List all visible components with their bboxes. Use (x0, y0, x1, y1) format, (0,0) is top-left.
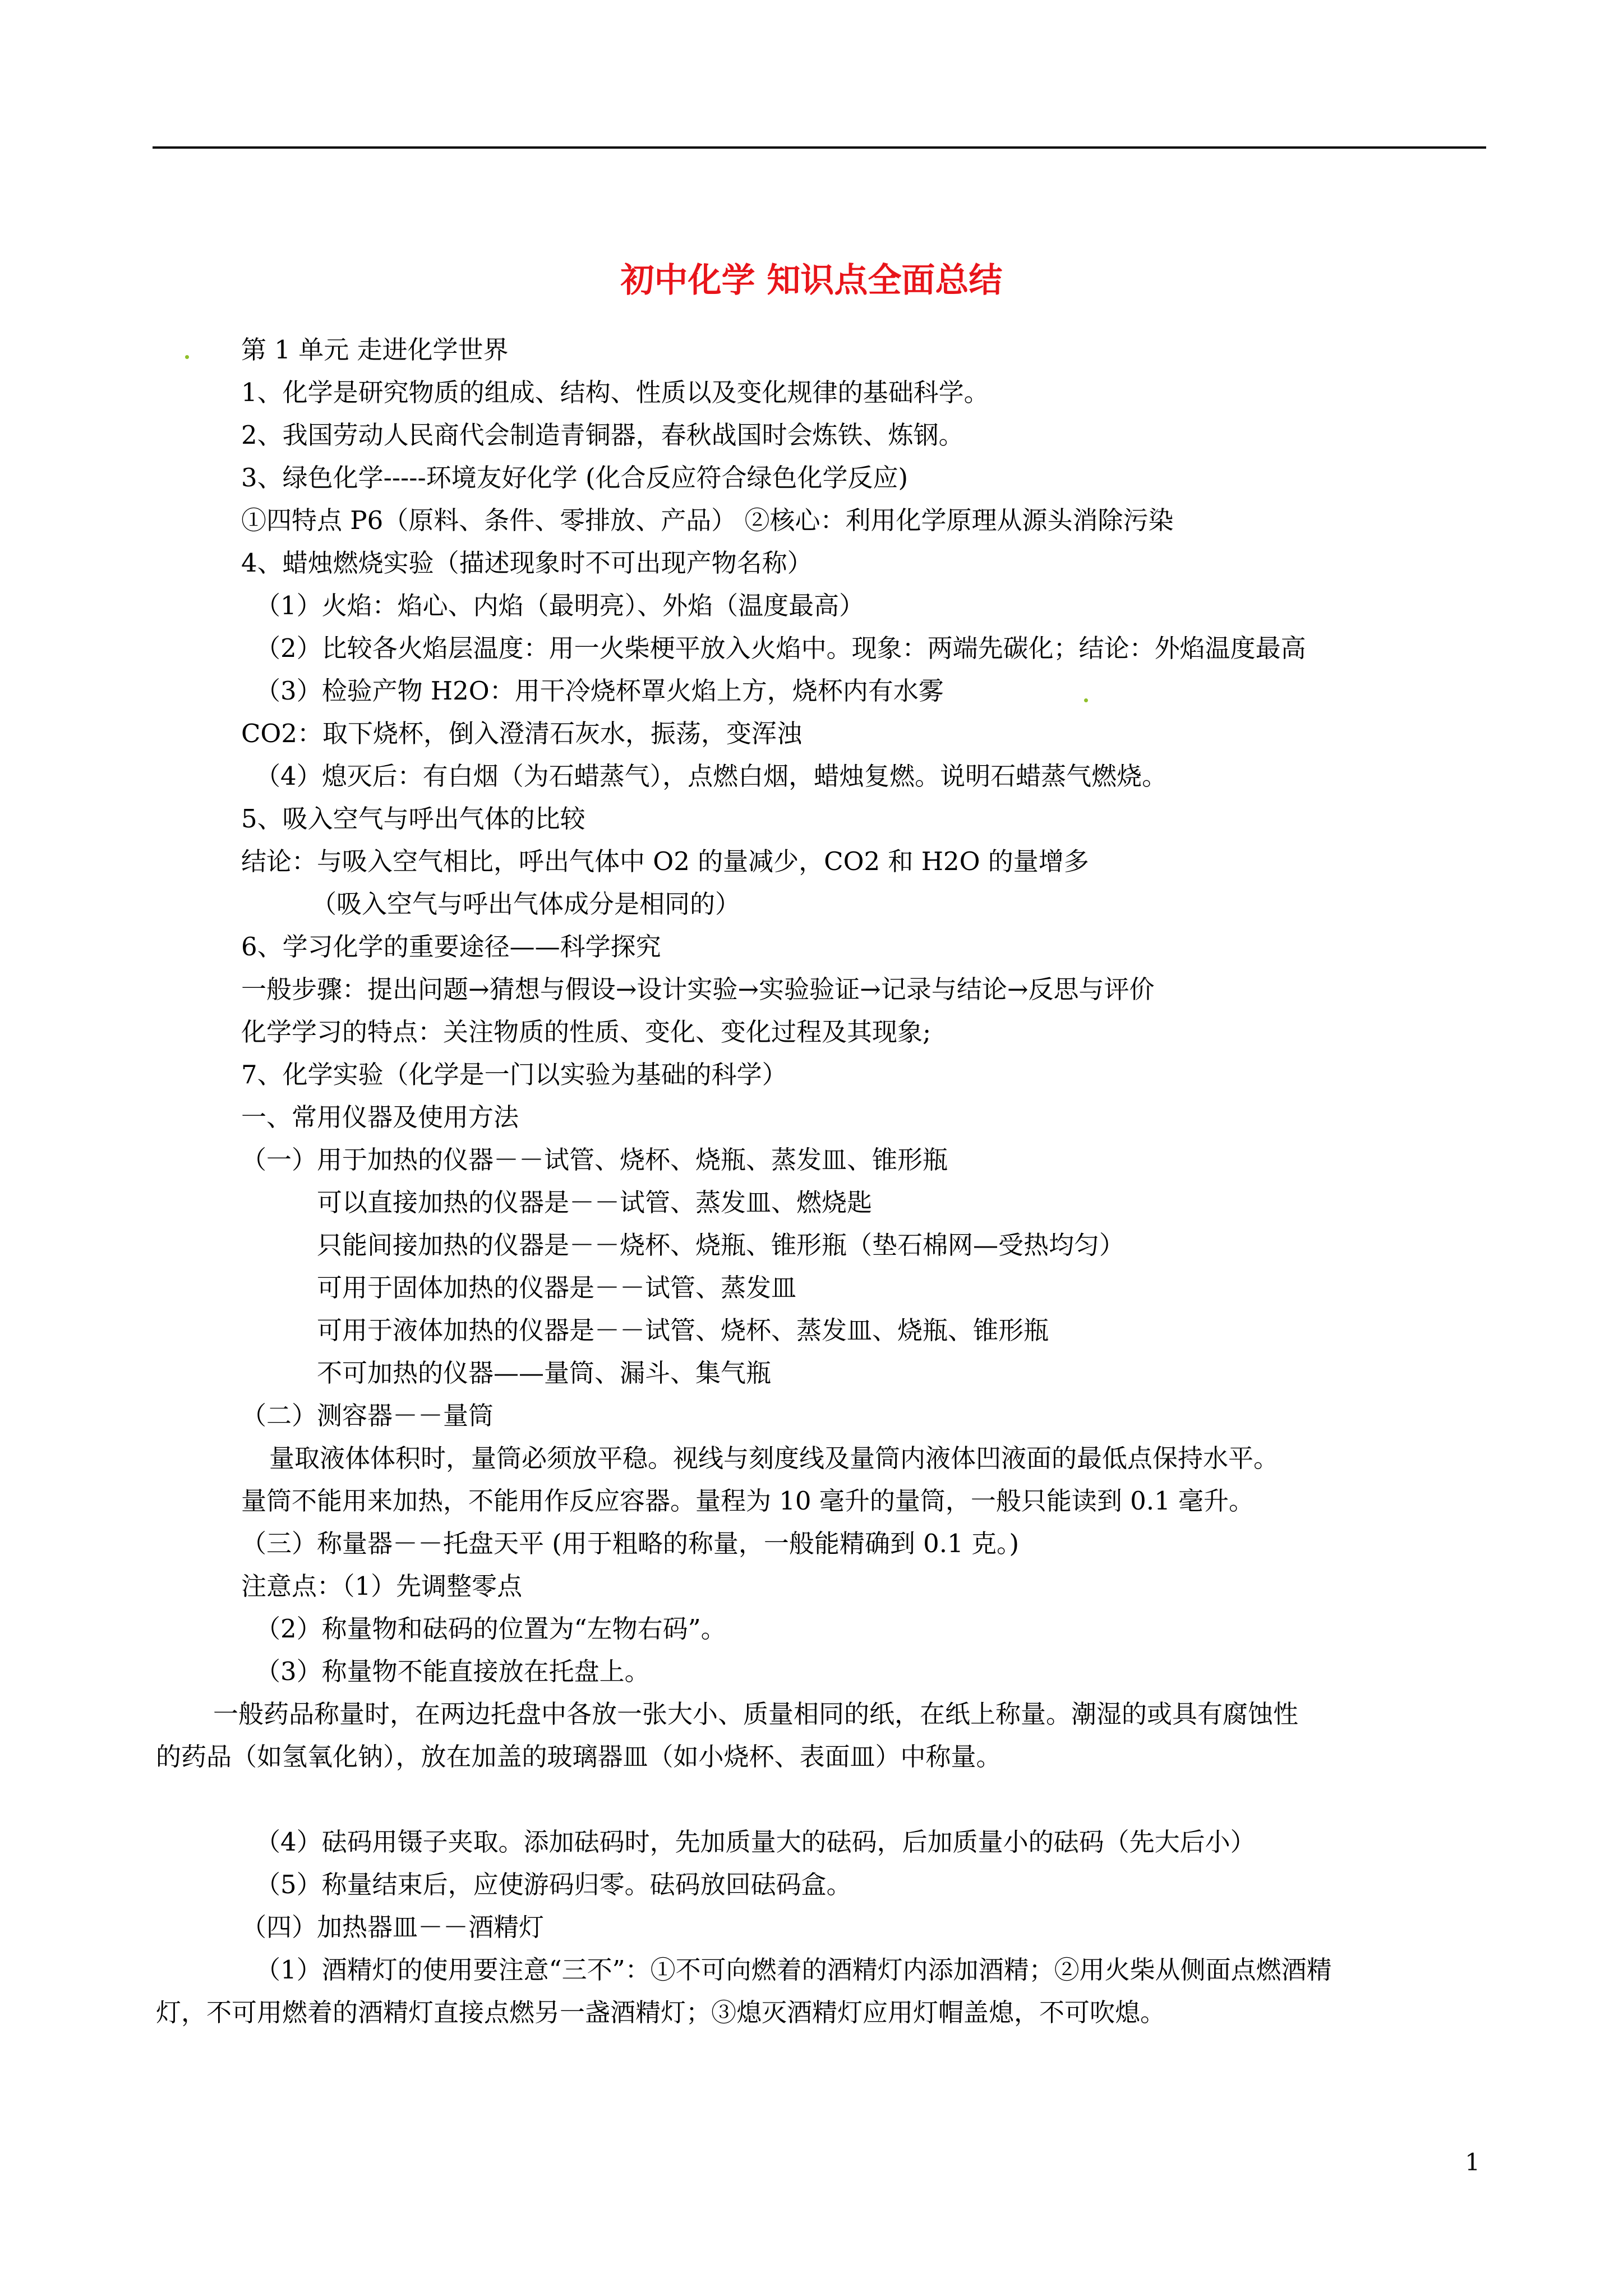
text-line: 不可加热的仪器——量筒、漏斗、集气瓶 (317, 1358, 772, 1388)
text-line: 只能间接加热的仪器是－－烧杯、烧瓶、锥形瓶（垫石棉网—受热均匀） (317, 1230, 1125, 1260)
text-line: 可用于液体加热的仪器是－－试管、烧杯、蒸发皿、烧瓶、锥形瓶 (317, 1315, 1049, 1345)
text-line: （吸入空气与呼出气体成分是相同的） (311, 889, 741, 919)
text-line: 灯，不可用燃着的酒精灯直接点燃另一盏酒精灯；③熄灭酒精灯应用灯帽盖熄，不可吹熄。 (156, 1998, 1166, 2027)
text-line: 4、蜡烛燃烧实验（描述现象时不可出现产物名称） (241, 548, 813, 578)
text-line: 量筒不能用来加热，不能用作反应容器。量程为 10 毫升的量筒，一般只能读到 0.1 毫升。 (241, 1486, 1255, 1516)
text-line: （二）测容器－－量筒 (241, 1401, 494, 1430)
text-line: 结论：与吸入空气相比，呼出气体中 O2 的量减少，CO2 和 H2O 的量增多 (241, 846, 1089, 876)
text-line: （5）称量结束后，应使游码归零。砝码放回砝码盒。 (255, 1870, 852, 1899)
text-line: （4）砝码用镊子夹取。添加砝码时，先加质量大的砝码，后加质量小的砝码（先大后小） (255, 1827, 1256, 1857)
text-line: 量取液体体积时，量筒必须放平稳。视线与刻度线及量筒内液体凹液面的最低点保持水平。 (269, 1443, 1279, 1473)
text-line: 3、绿色化学-----环境友好化学 (化合反应符合绿色化学反应) (241, 463, 909, 493)
text-line: （1）酒精灯的使用要注意“三不”：①不可向燃着的酒精灯内添加酒精；②用火柴从侧面点燃酒精 (255, 1955, 1332, 1985)
text-line: （一）用于加热的仪器－－试管、烧杯、烧瓶、蒸发皿、锥形瓶 (241, 1145, 948, 1175)
text-line: （4）熄灭后：有白烟（为石蜡蒸气），点燃白烟，蜡烛复燃。说明石蜡蒸气燃烧。 (255, 761, 1168, 791)
page-number: 1 (1465, 2148, 1480, 2176)
text-line: ①四特点 P6（原料、条件、零排放、产品） ②核心：利用化学原理从源头消除污染 (241, 505, 1174, 535)
text-line: 可以直接加热的仪器是－－试管、蒸发皿、燃烧匙 (317, 1188, 873, 1217)
text-line: （1）火焰：焰心、内焰（最明亮）、外焰（温度最高） (255, 591, 865, 620)
text-line: 的药品（如氢氧化钠），放在加盖的玻璃器皿（如小烧杯、表面皿）中称量。 (156, 1742, 1002, 1772)
text-line: （四）加热器皿－－酒精灯 (241, 1912, 545, 1942)
page-title: 初中化学 知识点全面总结 (620, 261, 1003, 300)
text-line: 2、我国劳动人民商代会制造青铜器，春秋战国时会炼铁、炼钢。 (241, 420, 964, 450)
text-line: （2）称量物和砝码的位置为“左物右码”。 (255, 1614, 726, 1644)
text-line: （三）称量器－－托盘天平 (用于粗略的称量，一般能精确到 0.1 克。) (241, 1529, 1020, 1558)
text-line: 6、学习化学的重要途径——科学探究 (241, 932, 661, 961)
text-line: 可用于固体加热的仪器是－－试管、蒸发皿 (317, 1273, 797, 1303)
text-line: （2）比较各火焰层温度：用一火柴梗平放入火焰中。现象：两端先碳化；结论：外焰温度最高 (255, 633, 1306, 663)
text-line: 1、化学是研究物质的组成、结构、性质以及变化规律的基础科学。 (241, 378, 989, 407)
header-rule (153, 146, 1486, 149)
text-line: 5、吸入空气与呼出气体的比较 (241, 804, 585, 834)
text-line: 第 1 单元 走进化学世界 (241, 335, 509, 365)
text-line: 一般步骤：提出问题→猜想与假设→设计实验→实验验证→记录与结论→反思与评价 (241, 974, 1155, 1004)
text-line: 一、常用仪器及使用方法 (241, 1102, 519, 1132)
decorative-dot (1084, 698, 1088, 702)
text-line: CO2：取下烧杯，倒入澄清石灰水，振荡，变浑浊 (241, 719, 802, 748)
text-line: （3）检验产物 H2O：用干冷烧杯罩火焰上方，烧杯内有水雾 (255, 676, 944, 706)
text-line: 化学学习的特点：关注物质的性质、变化、变化过程及其现象; (241, 1017, 932, 1047)
text-line: 7、化学实验（化学是一门以实验为基础的科学） (241, 1060, 787, 1089)
text-line: （3）称量物不能直接放在托盘上。 (255, 1657, 650, 1686)
text-line: 注意点：（1）先调整零点 (241, 1571, 523, 1601)
text-line: 一般药品称量时，在两边托盘中各放一张大小、质量相同的纸，在纸上称量。潮湿的或具有腐蚀性 (213, 1699, 1299, 1729)
decorative-dot (185, 355, 189, 359)
